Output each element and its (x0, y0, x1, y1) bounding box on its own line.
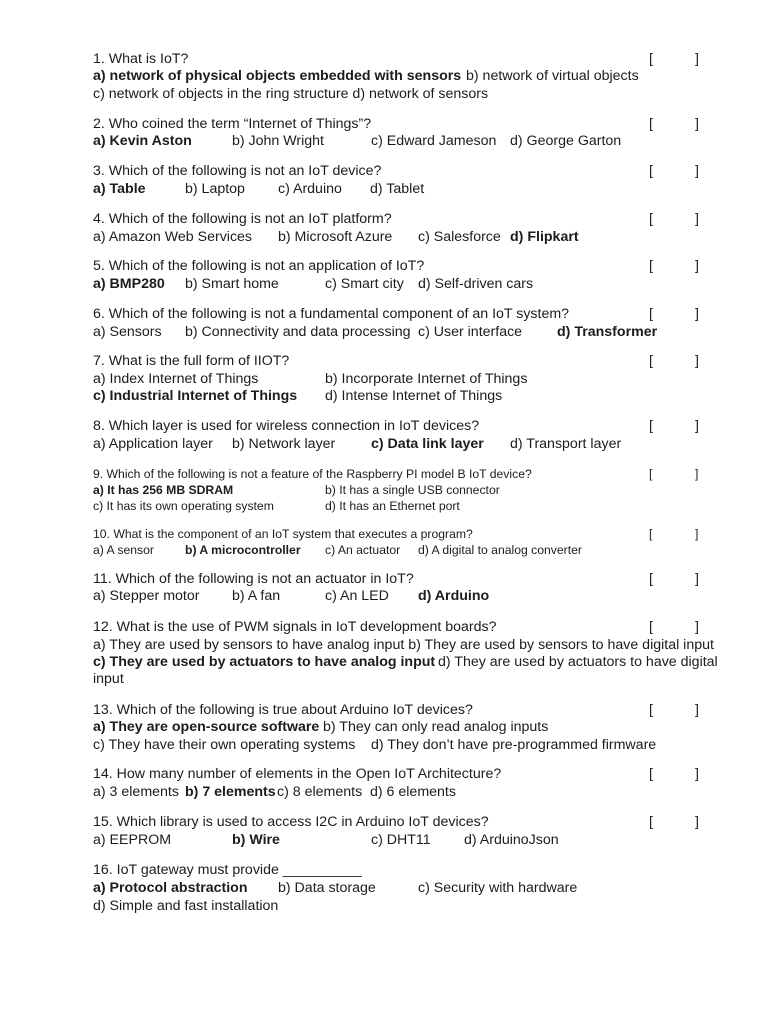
option: d) George Garton (510, 133, 622, 149)
answer-bracket-close: ] (695, 619, 699, 635)
option-correct: b) 7 elements (185, 784, 276, 800)
option: b) Smart home (185, 276, 279, 292)
option: c) Salesforce (418, 229, 501, 245)
option: d) They don’t have pre-programmed firmware (371, 737, 657, 753)
option: a) A sensor (93, 543, 154, 557)
answer-bracket-open: [ (649, 306, 653, 322)
option: d) Simple and fast installation (93, 898, 279, 914)
option-correct: a) It has 256 MB SDRAM (93, 483, 234, 497)
answer-bracket-open: [ (649, 766, 653, 782)
question-text: 4. Which of the following is not an IoT platform? (93, 211, 392, 227)
answer-bracket-close: ] (695, 702, 699, 718)
option: a) EEPROM (93, 832, 172, 848)
answer-bracket-open: [ (649, 51, 653, 67)
answer-bracket-open: [ (649, 258, 653, 274)
option-correct: b) A microcontroller (185, 543, 301, 557)
option: d) They are used by actuators to have digital (438, 654, 718, 670)
option-correct: a) Table (93, 181, 146, 197)
option-correct: a) Kevin Aston (93, 133, 192, 149)
option: a) They are used by sensors to have analog input b) They are used by sensors to have digital input (93, 637, 714, 653)
option: c) They have their own operating systems (93, 737, 356, 753)
option: c) It has its own operating system (93, 499, 274, 513)
answer-bracket-close: ] (695, 353, 699, 369)
answer-bracket-open: [ (649, 571, 653, 587)
answer-bracket-open: [ (649, 116, 653, 132)
option-correct: d) Flipkart (510, 229, 579, 245)
question-text: 1. What is IoT? (93, 51, 189, 67)
answer-bracket-close: ] (695, 766, 699, 782)
answer-bracket-close: ] (695, 116, 699, 132)
question-text: 6. Which of the following is not a fundamental component of an IoT system? (93, 306, 570, 322)
option: d) Self-driven cars (418, 276, 534, 292)
option-correct: c) They are used by actuators to have analog input (93, 654, 436, 670)
option: b) It has a single USB connector (325, 483, 500, 497)
answer-bracket-close: ] (695, 814, 699, 830)
option: c) Smart city (325, 276, 404, 292)
option: d) ArduinoJson (464, 832, 559, 848)
answer-bracket-close: ] (695, 258, 699, 274)
option: a) 3 elements (93, 784, 179, 800)
option: c) DHT11 (371, 832, 431, 848)
question-text: 14. How many number of elements in the Open IoT Architecture? (93, 766, 502, 782)
answer-bracket-open: [ (649, 211, 653, 227)
answer-bracket-close: ] (695, 306, 699, 322)
option: a) Stepper motor (93, 588, 200, 604)
option: d) Transport layer (510, 436, 622, 452)
question-text: 7. What is the full form of IIOT? (93, 353, 290, 369)
option: b) Connectivity and data processing (185, 324, 411, 340)
answer-bracket-open: [ (649, 814, 653, 830)
option: d) It has an Ethernet port (325, 499, 460, 513)
answer-bracket-open: [ (649, 702, 653, 718)
option: b) Laptop (185, 181, 245, 197)
question-text: 15. Which library is used to access I2C in Arduino IoT devices? (93, 814, 489, 830)
option: c) network of objects in the ring structure d) network of sensors (93, 86, 489, 102)
option: a) Index Internet of Things (93, 371, 259, 387)
option: b) They can only read analog inputs (323, 719, 549, 735)
answer-bracket-close: ] (695, 527, 699, 541)
option-correct: d) Arduino (418, 588, 490, 604)
option: b) Data storage (278, 880, 376, 896)
option: a) Sensors (93, 324, 162, 340)
option-correct: d) Transformer (557, 324, 658, 340)
question-text: 8. Which layer is used for wireless connection in IoT devices? (93, 418, 480, 434)
option: c) An actuator (325, 543, 401, 557)
option-correct: a) Protocol abstraction (93, 880, 248, 896)
question-text: 13. Which of the following is true about Arduino IoT devices? (93, 702, 473, 718)
option-correct: c) Data link layer (371, 436, 484, 452)
option-continuation: input (93, 671, 124, 687)
option: c) Edward Jameson (371, 133, 497, 149)
answer-bracket-open: [ (649, 163, 653, 179)
answer-bracket-close: ] (695, 571, 699, 587)
option-correct: b) Wire (232, 832, 280, 848)
question-text: 10. What is the component of an IoT system that executes a program? (93, 527, 473, 541)
option: b) Network layer (232, 436, 336, 452)
option: b) network of virtual objects (466, 68, 639, 84)
answer-bracket-close: ] (695, 467, 699, 481)
question-text: 2. Who coined the term “Internet of Things”? (93, 116, 372, 132)
answer-bracket-close: ] (695, 211, 699, 227)
option: a) Amazon Web Services (93, 229, 253, 245)
question-text: 16. IoT gateway must provide __________ (93, 862, 362, 878)
option: d) Tablet (370, 181, 425, 197)
option: d) 6 elements (370, 784, 456, 800)
answer-bracket-open: [ (649, 619, 653, 635)
option: c) User interface (418, 324, 523, 340)
question-text: 11. Which of the following is not an actuator in IoT? (93, 571, 414, 587)
answer-bracket-close: ] (695, 418, 699, 434)
option-correct: c) Industrial Internet of Things (93, 388, 298, 404)
option: c) Security with hardware (418, 880, 578, 896)
answer-bracket-open: [ (649, 527, 653, 541)
question-text: 5. Which of the following is not an application of IoT? (93, 258, 425, 274)
answer-bracket-close: ] (695, 51, 699, 67)
option: c) Arduino (278, 181, 342, 197)
question-text: 3. Which of the following is not an IoT device? (93, 163, 382, 179)
option: a) Application layer (93, 436, 213, 452)
answer-bracket-open: [ (649, 418, 653, 434)
option: c) 8 elements (277, 784, 363, 800)
answer-bracket-open: [ (649, 353, 653, 369)
option-correct: a) They are open-source software (93, 719, 320, 735)
option-correct: a) BMP280 (93, 276, 165, 292)
answer-bracket-close: ] (695, 163, 699, 179)
option-correct: a) network of physical objects embedded with sensors (93, 68, 462, 84)
answer-bracket-open: [ (649, 467, 653, 481)
option: b) Incorporate Internet of Things (325, 371, 528, 387)
option: c) An LED (325, 588, 389, 604)
option: b) John Wright (232, 133, 324, 149)
question-text: 12. What is the use of PWM signals in IoT development boards? (93, 619, 497, 635)
option: b) A fan (232, 588, 281, 604)
question-text: 9. Which of the following is not a feature of the Raspberry PI model B IoT device? (93, 467, 532, 481)
option: d) Intense Internet of Things (325, 388, 503, 404)
option: b) Microsoft Azure (278, 229, 393, 245)
option: d) A digital to analog converter (418, 543, 582, 557)
